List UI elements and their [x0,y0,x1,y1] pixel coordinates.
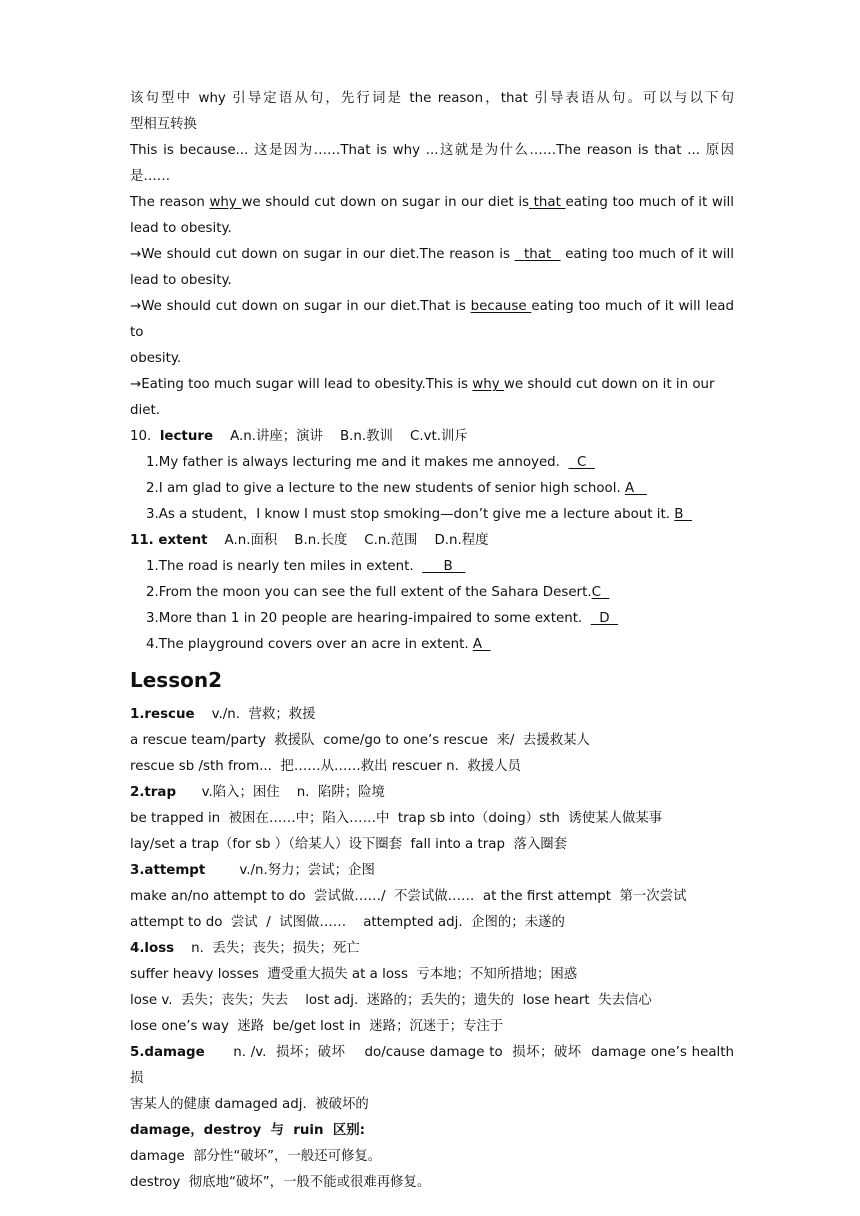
entry-meanings: A.n.面积 B.n.长度 C.n.范围 D.n.程度 [207,533,489,548]
document-page [130,86,743,1196]
text-span: The reason [130,195,210,210]
text-span: →Eating too much sugar will lead to obesity.This is [130,377,473,392]
text-span: we should cut down on sugar in our diet is [241,195,530,210]
vocab-entry-loss [130,936,734,962]
exercise-item [130,554,734,580]
entry-word: 4.loss [130,941,175,956]
text-line [130,294,739,346]
entry-meanings: A.n.讲座；演讲 B.n.教训 C.vt.训斥 [213,429,468,444]
vocab-entry-lecture [130,424,734,450]
text-line: obesity. [130,351,182,366]
text-line: 该句型中 why 引导定语从句，先行词是 the reason，that 引导表语从句。可以与以下句 [130,91,734,106]
answer-blank: C [591,585,610,600]
text-line: rescue sb /sth from... 把……从……救出 rescuer n. 救援人员 [130,759,521,774]
text-line: damage 部分性“破坏”，一般还可修复。 [130,1149,382,1164]
exercise-text: 1.The road is nearly ten miles in extent. [146,559,423,574]
answer-blank: D [590,611,619,626]
exercise-text: 2.From the moon you can see the full extent of the Sahara Desert. [146,585,592,600]
vocab-entry-extent [130,528,734,554]
text-line: lose one’s way 迷路 be/get lost in 迷路；沉迷于；专注于 [130,1019,504,1034]
exercise-item [130,476,734,502]
text-line: lose v. 丢失；丧失；失去 lost adj. 迷路的；丢失的；遗失的 lose heart 失去信心 [130,993,652,1008]
text-span: →We should cut down on sugar in our diet.The reason is [130,247,515,262]
answer-blank: B [674,507,692,522]
underlined-word: why [472,377,504,392]
answer-blank: A [472,637,491,652]
exercise-text: 3.As a student，I know I must stop smoking—don’t give me a lecture about it. [146,507,675,522]
text-span: →We should cut down on sugar in our diet.That is [130,299,471,314]
underlined-answer: that [514,247,561,262]
underlined-word: why [209,195,242,210]
exercise-item [130,502,734,528]
answer-blank: B [422,559,466,574]
entry-word: 1.rescue [130,707,195,722]
text-line: lead to obesity. [130,221,232,236]
exercise-item [130,606,734,632]
comparison-heading: damage，destroy 与 ruin 区别: [130,1123,365,1138]
answer-blank: C [568,455,595,470]
vocab-entry-damage [130,1040,743,1092]
text-line: attempt to do 尝试 / 试图做…… attempted adj. 企图的；未遂的 [130,915,565,930]
exercise-text: 1.My father is always lecturing me and it makes me annoyed. [146,455,569,470]
entry-word: 2.trap [130,785,177,800]
entry-word: 3.attempt [130,863,206,878]
answer-blank: A [624,481,647,496]
entry-number: 10. [130,429,160,444]
exercise-text: 2.I am glad to give a lecture to the new students of senior high school. [146,481,625,496]
text-span: we should cut down on it in our diet. [130,377,719,418]
section-heading: Lesson2 [130,668,223,692]
vocab-entry-trap [130,780,734,806]
text-line: 是…… [130,169,171,184]
entry-meanings: v.陷入；困住 n. 陷阱；险境 [176,785,385,800]
entry-meanings: n. /v. 损坏；破坏 do/cause damage to 损坏；破坏 damage one’s health 损 [130,1045,743,1086]
underlined-word: that [529,195,566,210]
vocab-entry-rescue [130,702,734,728]
text-line: be trapped in 被困在……中；陷入……中 trap sb into（doing）sth 诱使某人做某事 [130,811,663,826]
vocab-entry-attempt [130,858,734,884]
exercise-text: 4.The playground covers over an acre in extent. [146,637,473,652]
text-line: This is because... 这是因为……That is why ...这就是为什么……The reason is that ... 原因 [130,143,734,158]
exercise-text: 3.More than 1 in 20 people are hearing-impaired to some extent. [146,611,591,626]
text-line: destroy 彻底地“破坏”，一般不能或很难再修复。 [130,1175,431,1190]
text-span: eating too much of it will lead to [130,299,739,340]
underlined-word: because [470,299,532,314]
text-span: eating too much of it will [565,195,734,210]
text-line: 型相互转换 [130,117,197,132]
entry-word: lecture [159,429,214,444]
text-line [130,190,734,216]
text-line [130,372,734,424]
text-line: suffer heavy losses 遭受重大损失 at a loss 亏本地；不知所措地；困惑 [130,967,578,982]
exercise-item [130,632,734,658]
text-line: make an/no attempt to do 尝试做……/ 不尝试做…… at the first attempt 第一次尝试 [130,889,687,904]
entry-word: 5.damage [130,1045,205,1060]
exercise-item [130,450,734,476]
text-line [130,242,734,268]
entry-meanings: n. 丢失；丧失；损失；死亡 [174,941,360,956]
entry-meanings: v./n.努力；尝试；企图 [205,863,375,878]
exercise-item [130,580,734,606]
text-line: 害某人的健康 damaged adj. 被破坏的 [130,1097,369,1112]
entry-meanings: v./n. 营救；救援 [194,707,316,722]
text-line: lay/set a trap（for sb ）（给某人）设下圈套 fall into a trap 落入圈套 [130,837,568,852]
text-line: lead to obesity. [130,273,232,288]
text-line: a rescue team/party 救援队 come/go to one’s rescue 来/ 去援救某人 [130,733,590,748]
entry-word: 11. extent [130,533,208,548]
text-span: eating too much of it will [560,247,734,262]
